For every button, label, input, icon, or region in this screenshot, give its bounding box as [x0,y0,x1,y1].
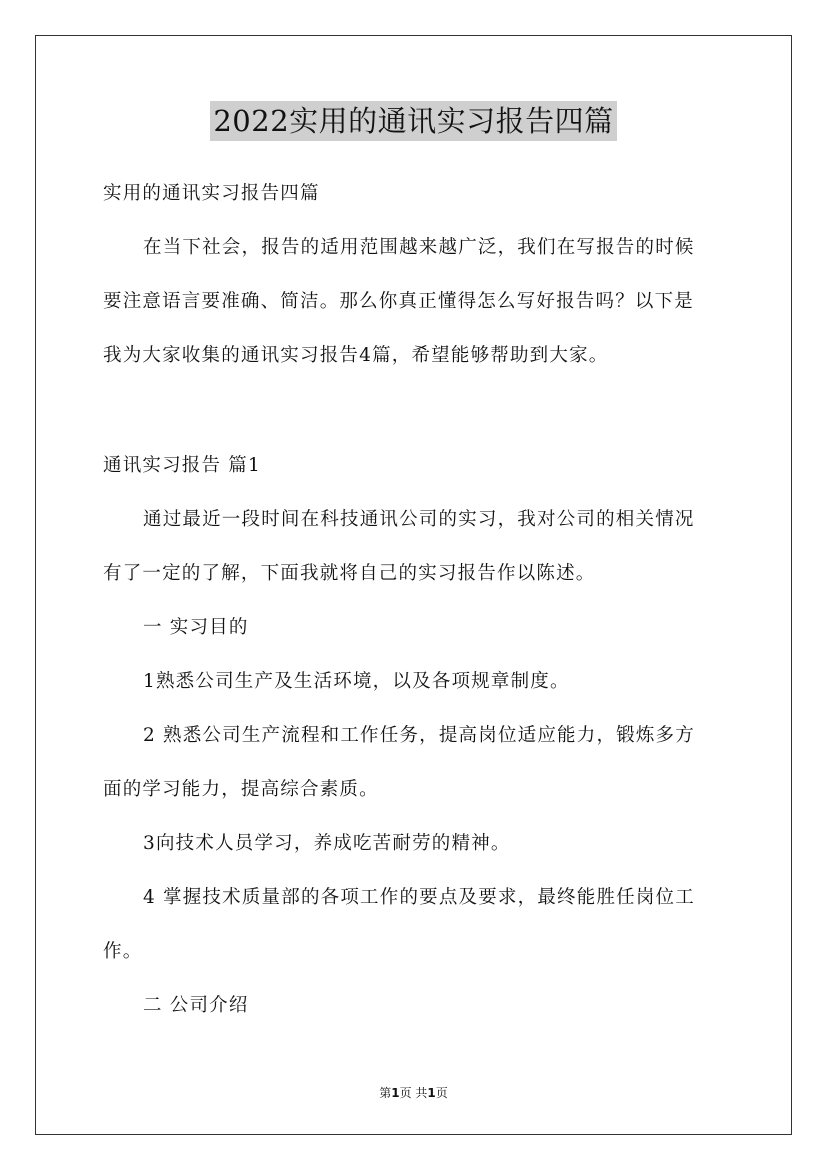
intro-line-3: 我为大家收集的通讯实习报告4篇，希望能够帮助到大家。 [103,345,609,366]
footer-middle: 页 共 [399,1086,428,1100]
title-container [0,101,827,141]
heading-company: 二 公司介绍 [143,995,249,1016]
list-item-4-line-1: 4 掌握技术质量部的各项工作的要点及要求，最终能胜任岗位工 [143,887,695,908]
list-item-2-line-2: 面的学习能力，提高综合素质。 [103,779,379,800]
footer-suffix: 页 [435,1086,448,1100]
footer-prefix: 第 [379,1086,392,1100]
intro-line-1: 在当下社会，报告的适用范围越来越广泛，我们在写报告的时候 [143,237,695,258]
list-item-2-line-1: 2 熟悉公司生产流程和工作任务，提高岗位适应能力，锻炼多方 [143,725,695,746]
list-item-3: 3向技术人员学习，养成吃苦耐劳的精神。 [143,833,511,854]
paragraph-1-line-2: 有了一定的了解，下面我就将自己的实习报告作以陈述。 [103,563,596,584]
intro-line-2: 要注意语言要准确、简洁。那么你真正懂得怎么写好报告吗？以下是 [103,291,695,312]
heading-purpose: 一 实习目的 [143,617,249,638]
list-item-4-line-2: 作。 [103,941,143,962]
footer-page-number: 1 [391,1086,400,1100]
document-title: 2022实用的通讯实习报告四篇 [210,101,616,141]
paragraph-1-line-1: 通过最近一段时间在科技通讯公司的实习，我对公司的相关情况 [143,509,695,530]
document-subtitle: 实用的通讯实习报告四篇 [103,183,320,204]
section-heading: 通讯实习报告 篇1 [103,455,261,476]
page-footer [0,1084,827,1101]
footer-total-pages: 1 [427,1086,436,1100]
list-item-1: 1熟悉公司生产及生活环境，以及各项规章制度。 [143,671,570,692]
